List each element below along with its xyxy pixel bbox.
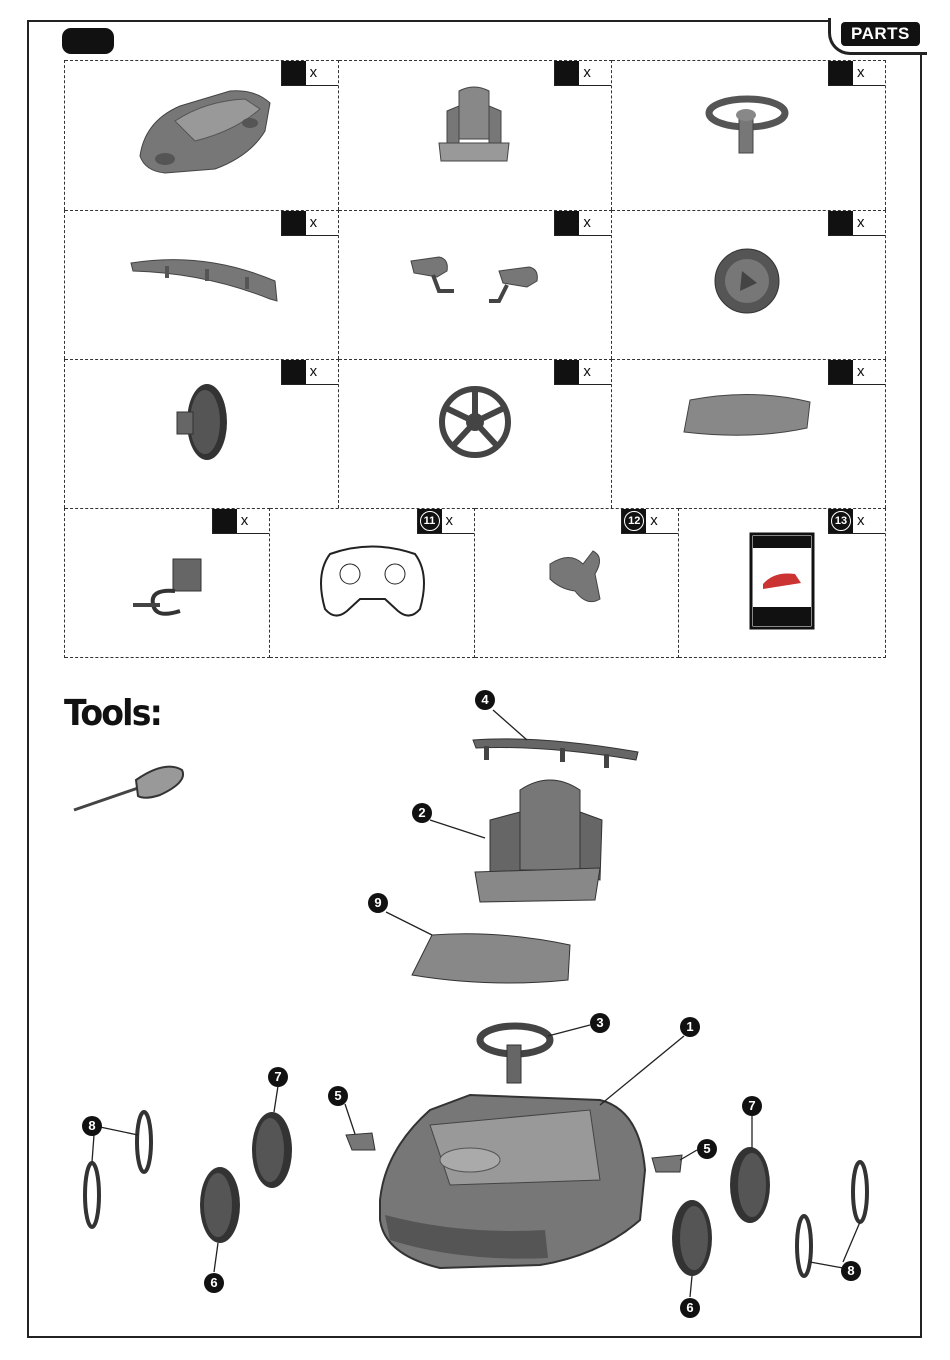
quantity-label: x: [309, 64, 318, 81]
quantity-label: x: [583, 214, 591, 231]
callout-seat: 2: [412, 803, 432, 823]
part-cell-charger: [65, 508, 270, 658]
part-cell-tire: [65, 359, 339, 508]
callout-spoiler: 4: [475, 690, 495, 710]
part-cell-wheel-cap: [612, 210, 886, 359]
quantity-label: x: [309, 363, 318, 380]
part-number: 13: [831, 511, 851, 531]
part-cell-wing-nut: [475, 508, 680, 658]
callout-right-rims: 8: [841, 1261, 861, 1281]
quantity-label: x: [857, 214, 865, 231]
quantity-label: x: [857, 64, 865, 81]
callout-right-mirror: 5: [697, 1139, 717, 1159]
part-number: 11: [420, 511, 440, 531]
quantity-label: x: [583, 64, 591, 81]
wing-nut-icon: [475, 509, 680, 659]
parts-tab-label: PARTS: [841, 22, 920, 46]
side-mirrors-icon: [339, 211, 613, 360]
remote-control-icon: [270, 509, 475, 659]
page-number-tab: [62, 28, 114, 54]
manual-booklet-icon: [679, 509, 886, 659]
part-cell-car-body: [65, 60, 339, 210]
callout-left-tire-rear: 7: [268, 1067, 288, 1087]
part-cell-rear-spoiler: [65, 210, 339, 359]
callout-left-mirror: 5: [328, 1086, 348, 1106]
quantity-label: x: [445, 512, 453, 529]
quantity-label: x: [857, 363, 865, 380]
part-cell-rim: [339, 359, 613, 508]
steering-wheel-icon: [612, 61, 886, 211]
seat-icon: [339, 61, 613, 211]
car-body-icon: [65, 61, 339, 211]
quantity-label: x: [857, 512, 865, 529]
part-cell-seat: [339, 60, 613, 210]
callout-right-tire-rear: 7: [742, 1096, 762, 1116]
tools-heading: Tools:: [64, 693, 161, 734]
part-cell-side-mirrors: [339, 210, 613, 359]
callout-car-body: 1: [680, 1017, 700, 1037]
part-cell-remote-control: [270, 508, 475, 658]
wheel-cap-icon: [612, 211, 886, 360]
callout-windshield: 9: [368, 893, 388, 913]
quantity-label: x: [309, 214, 318, 231]
parts-grid: [64, 60, 886, 658]
parts-section-tab: [828, 18, 927, 55]
callout-left-tire-front: 6: [204, 1273, 224, 1293]
windshield-icon: [612, 360, 886, 509]
part-cell-windshield: [612, 359, 886, 508]
quantity-label: x: [650, 512, 658, 529]
tire-icon: [65, 360, 339, 509]
rim-icon: [339, 360, 613, 509]
callout-left-rims: 8: [82, 1116, 102, 1136]
quantity-label: x: [583, 363, 591, 380]
callout-right-tire-front: 6: [680, 1298, 700, 1318]
callout-steering-wheel: 3: [590, 1013, 610, 1033]
part-number: 12: [624, 511, 644, 531]
part-cell-steering-wheel: [612, 60, 886, 210]
rear-spoiler-icon: [65, 211, 339, 360]
quantity-label: x: [240, 512, 249, 529]
part-cell-manual: [679, 508, 886, 658]
charger-icon: [65, 509, 270, 659]
